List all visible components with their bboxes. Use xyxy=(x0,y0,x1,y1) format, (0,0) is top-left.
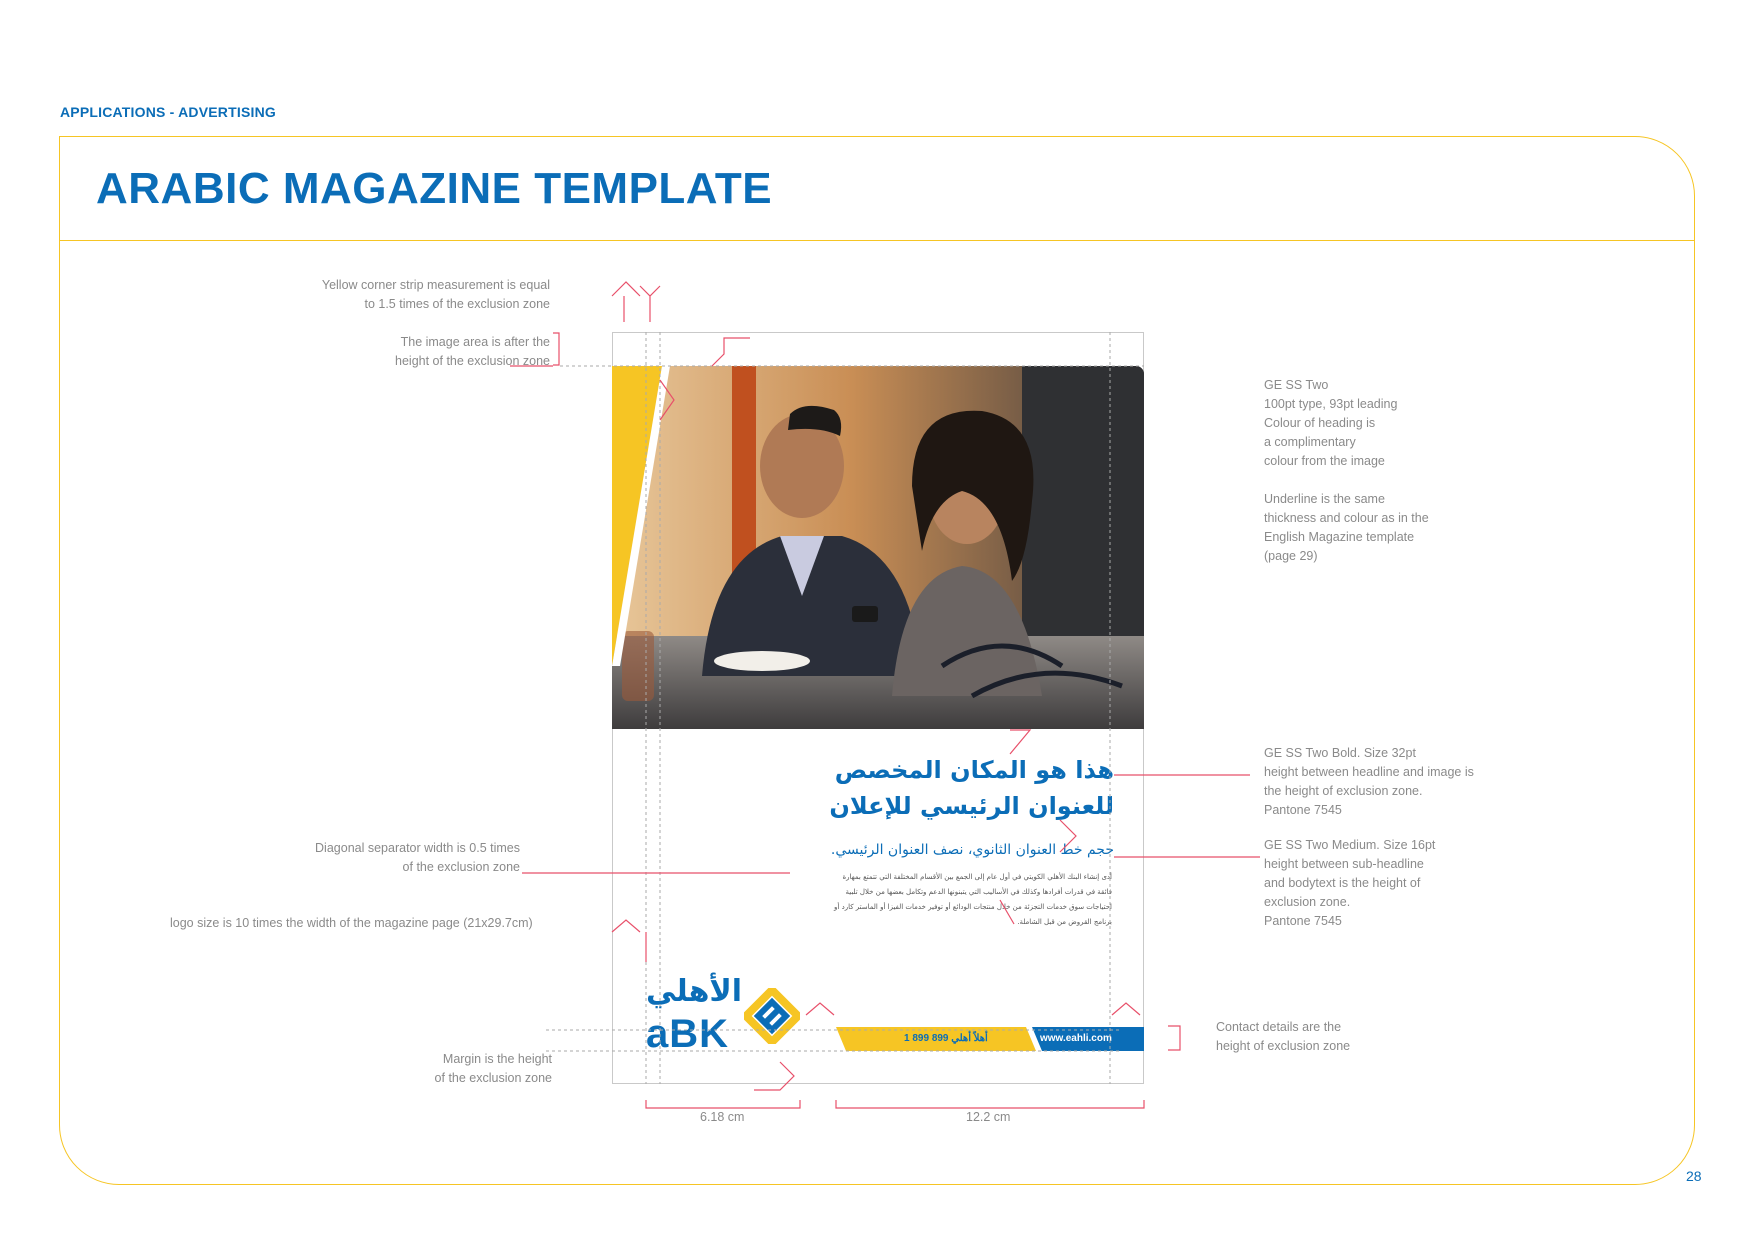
note-image-area: The image area is after the height of the exclusion zone xyxy=(395,335,550,368)
contact-phone: أهلاً أهلي 899 899 1 xyxy=(904,1033,988,1044)
magazine-bodytext: أدى إنشاء البنك الأهلي الكويتي في أول عام إلى الجمع بين الأقسام المختلفة التي تتمتع بمهارة فائقة في قدرات أفرادها وكذلك في الأساليب التي يتبنونها الدعم وتكامل بعضها من خلال تلبية احتياجات سوق خدمات التجزئة من خلال منتجات الودائع أو توفير خدمات الفيزا أو الماستر كارد أو برنامج القروض من قبل الشاملة. xyxy=(834,873,1112,926)
page-number: 28 xyxy=(1686,1168,1702,1184)
dimension-logo-width: 6.18 cm xyxy=(700,1110,745,1124)
note-yellow-strip: Yellow corner strip measurement is equal to 1.5 times of the exclusion zone xyxy=(321,278,550,311)
note-subheadline-spec: GE SS Two Medium. Size 16pt height between sub-headline and bodytext is the height of exclusion zone. Pantone 7545 xyxy=(1264,838,1436,928)
logo-english-wordmark: aBK xyxy=(646,1012,730,1056)
note-diagonal-separator: Diagonal separator width is 0.5 times of the exclusion zone xyxy=(315,841,520,874)
contact-website: www.eahli.com xyxy=(1040,1033,1112,1044)
note-headline-spec: GE SS Two Bold. Size 32pt height between headline and image is the height of exclusion zone. Pantone 7545 xyxy=(1264,746,1474,817)
note-logo-size: logo size is 10 times the width of the magazine page (21x29.7cm) xyxy=(170,916,533,930)
magazine-headline: هذا هو المكان المخصص للعنوان الرئيسي للإعلان xyxy=(829,756,1114,820)
logo-arabic-wordmark: الأهلي xyxy=(646,974,743,1009)
note-margin: Margin is the height of the exclusion zone xyxy=(434,1052,552,1085)
note-contact-details: Contact details are the height of exclusion zone xyxy=(1216,1020,1351,1053)
dimension-contact-width: 12.2 cm xyxy=(966,1110,1011,1124)
section-label: APPLICATIONS - ADVERTISING xyxy=(60,104,276,120)
note-heading-font: GE SS Two 100pt type, 93pt leading Colour of heading is a complimentary colour from the image Underline is the same thickness and colour as in the English Magazine template (page 29) xyxy=(1264,378,1429,563)
page-title: ARABIC MAGAZINE TEMPLATE xyxy=(96,164,773,213)
magazine-subheadline: حجم خط العنوان الثانوي، نصف العنوان الرئيسي. xyxy=(830,842,1114,858)
